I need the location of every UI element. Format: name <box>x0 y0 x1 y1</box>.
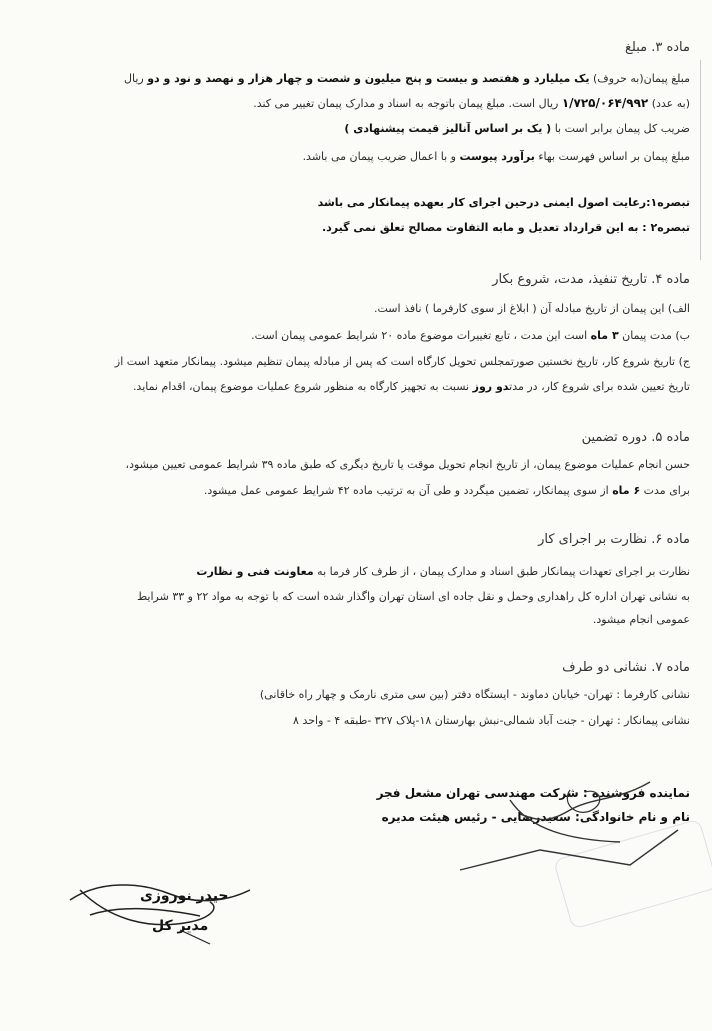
article-4-clause-b <box>18 329 690 343</box>
contractor-address: نشانی پیمانکار : تهران - جنت آباد شمالی-نبش بهارستان ۱۸-پلاک ۳۲۷ -طبقه ۴ - واحد ۸ <box>293 714 690 727</box>
article-3-line-3 <box>18 122 690 136</box>
article-3-line-1 <box>18 72 690 86</box>
supervision-prefix: نظارت بر اجرای تعهدات پیمانکار طبق اسناد و مدارک پیمان ، از طرف کار فرما به <box>317 565 690 578</box>
mobilization-days: دو روز <box>472 380 510 393</box>
contract-duration: ۳ ماه <box>590 329 619 342</box>
duration-rest: است این مدت ، تابع تغییرات موضوع ماده ۲۰ شرایط عمومی پیمان است. <box>251 329 588 342</box>
duration-prefix: ب) مدت پیمان <box>622 329 690 342</box>
amount-words-suffix: ریال <box>123 72 144 85</box>
warranty-rest: از سوی پیمانکار، تضمین میگردد و طی آن به ترتیب ماده ۴۲ شرایط عمومی عمل میشود. <box>203 484 609 497</box>
mobilization-prefix: تاریخ تعیین شده برای شروع کار، در مدت <box>509 380 690 393</box>
article-3-line-2 <box>18 96 690 111</box>
amount-in-numbers: ۱/۷۲۵/۰۶۴/۹۹۲ <box>561 96 649 110</box>
warranty-period: ۶ ماه <box>612 484 641 497</box>
amount-in-words: یک میلیارد و هفتصد و بیست و پنج میلیون و شصت و چهار هزار و نهصد و نود و دو <box>147 72 590 85</box>
price-list-prefix: مبلغ پیمان بر اساس فهرست بهاء <box>538 150 690 163</box>
price-list-rest: و با اعمال ضریب پیمان می باشد. <box>302 150 456 163</box>
price-list-bold: برآورد پیوست <box>459 150 535 163</box>
mobilization-rest: نسبت به تجهیز کارگاه به منظور شروع عملیات موضوع پیمان، اقدام نماید. <box>132 380 470 393</box>
seller-representative: نماینده فروشنده : شرکت مهندسی تهران مشعل فجر <box>376 786 690 800</box>
supervision-body: معاونت فنی و نظارت <box>196 565 314 578</box>
amount-words-prefix: مبلغ پیمان(به حروف) <box>593 72 690 85</box>
article-6-line-3: عمومی انجام میشود. <box>592 613 690 626</box>
note-1: تبصره۱:رعایت اصول ایمنی درحین اجرای کار بعهده پیمانکار می باشد <box>317 196 690 209</box>
amount-number-rest: ریال است. مبلغ پیمان باتوجه به اسناد و مدارک پیمان تغییر می کند. <box>253 97 559 110</box>
article-5-line-1: حسن انجام عملیات موضوع پیمان، از تاریخ انجام تحویل موقت یا تاریخ دیگری که طبق ماده ۳۹ شرایط عمومی تعیین میشود، <box>125 458 690 471</box>
signer-name: حیدر نوروزی <box>140 888 229 904</box>
coefficient-value: ( یک بر اساس آنالیز قیمت پیشنهادی ) <box>344 122 552 135</box>
amount-number-prefix: (به عدد) <box>651 97 690 110</box>
article-3-line-4 <box>18 150 690 164</box>
director-signature-image <box>60 860 260 950</box>
article-6-line-1 <box>18 565 690 579</box>
article-7-heading: ماده ۷. نشانی دو طرف <box>562 660 690 675</box>
article-4-clause-c-line-2 <box>18 380 690 394</box>
warranty-prefix: برای مدت <box>643 484 690 497</box>
employer-address: نشانی کارفرما : تهران- خیابان دماوند - ایستگاه دفتر (بین سی متری نارمک و چهار راه خاقانی) <box>259 688 690 701</box>
article-4-clause-a: الف) این پیمان از تاریخ مبادله آن ( ابلاغ از سوی کارفرما ) نافذ است. <box>374 302 690 315</box>
seller-signature-image <box>420 770 680 890</box>
note-2: تبصره۲ : به این قرارداد تعدیل و مابه التفاوت مصالح تعلق نمی گیرد. <box>321 221 690 234</box>
seller-name-line: نام و نام خانوادگی: سعیدرضایی - رئیس هیئت مدیره <box>381 810 690 824</box>
article-5-heading: ماده ۵. دوره تضمین <box>581 430 690 445</box>
article-3-heading: ماده ۳. مبلغ <box>624 40 690 55</box>
article-5-line-2 <box>18 484 690 498</box>
margin-rule <box>700 60 701 260</box>
signer-title: مدیر کل <box>152 918 209 934</box>
article-6-heading: ماده ۶. نظارت بر اجرای کار <box>538 532 690 547</box>
coefficient-prefix: ضریب کل پیمان برابر است با <box>554 122 690 135</box>
article-4-heading: ماده ۴. تاریخ تنفیذ، مدت، شروع بکار <box>492 272 690 287</box>
article-4-clause-c-line-1: ج) تاریخ شروع کار، تاریخ نخستین صورتمجلس تحویل کارگاه است که پس از مبادله پیمان تنظیم میشود. پیمانکار متعهد است از <box>114 355 690 368</box>
article-6-line-2: به نشانی تهران اداره کل راهداری وحمل و نقل جاده ای استان تهران واگذار شده است که با توجه به مواد ۲۲ و ۳۳ شرایط <box>136 590 690 603</box>
